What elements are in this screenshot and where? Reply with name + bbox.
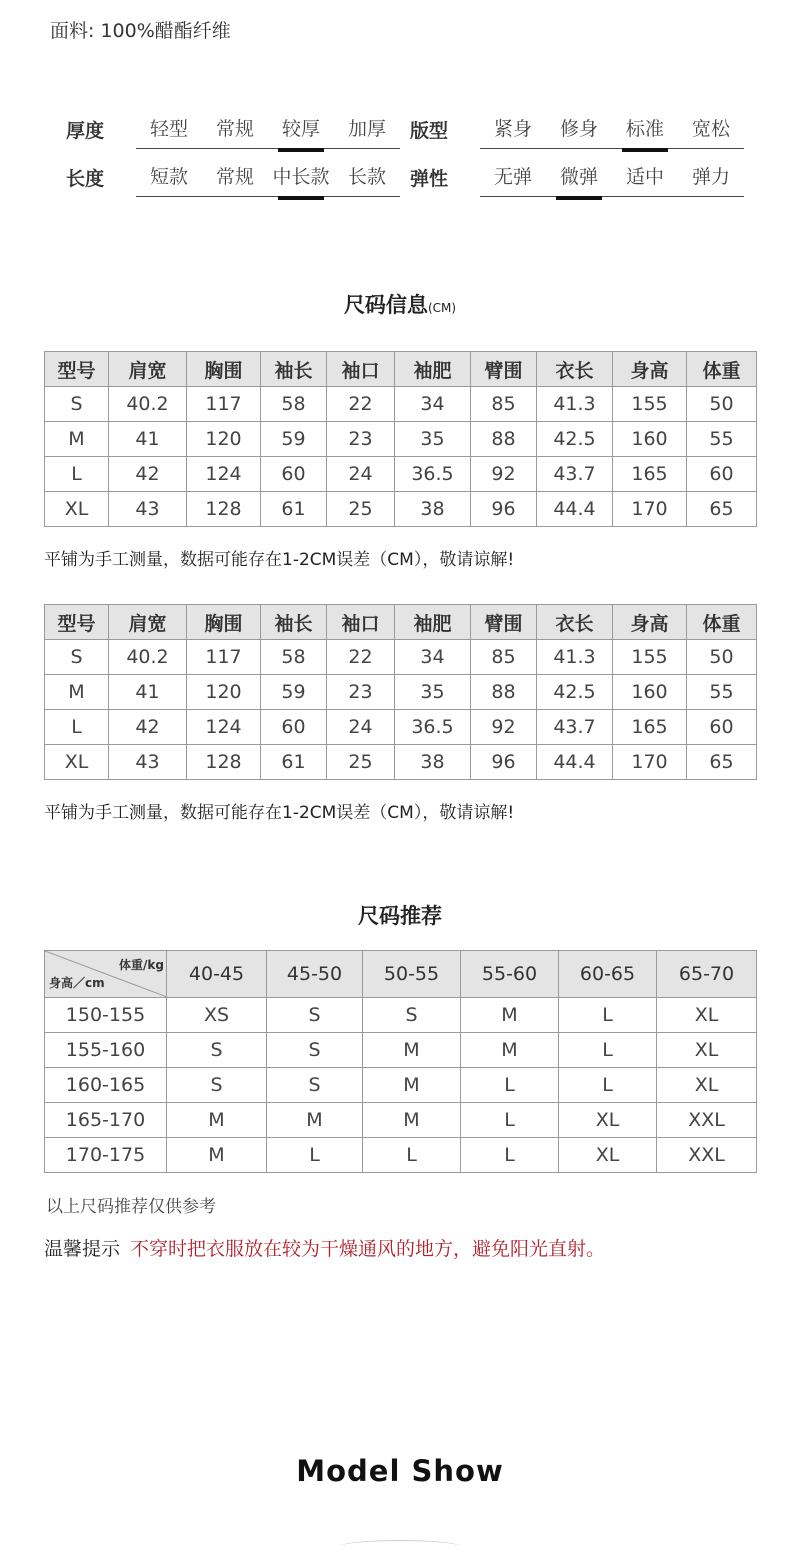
attr-option-label: 长款 xyxy=(347,166,386,188)
corner-weight-label: 体重/kg xyxy=(119,958,164,972)
table-row xyxy=(45,1033,757,1068)
table-cell: M xyxy=(45,422,109,457)
table-cell: L xyxy=(45,710,109,745)
table-cell: 128 xyxy=(187,492,261,527)
table-cell: 88 xyxy=(471,675,537,710)
table-row xyxy=(45,422,757,457)
size-cell: XS xyxy=(167,998,267,1033)
size-cell: S xyxy=(267,1068,363,1103)
column-header: 胸围 xyxy=(187,352,261,387)
table-cell: XL xyxy=(45,492,109,527)
table-cell: 58 xyxy=(261,387,327,422)
table-row xyxy=(45,640,757,675)
attr-option-label: 弹力 xyxy=(691,166,730,188)
attr-title-thickness: 厚度 xyxy=(66,120,105,142)
size-cell: L xyxy=(559,1033,657,1068)
column-header: 型号 xyxy=(45,352,109,387)
table-header-row xyxy=(45,951,757,998)
table-cell: 155 xyxy=(613,387,687,422)
table-cell: 165 xyxy=(613,457,687,492)
table-cell: 38 xyxy=(395,745,471,780)
table-cell: 60 xyxy=(687,457,757,492)
selected-underline xyxy=(278,148,324,152)
table-cell: 165 xyxy=(613,710,687,745)
table-cell: 50 xyxy=(687,640,757,675)
column-header: 肩宽 xyxy=(109,605,187,640)
size-cell: XL xyxy=(657,1068,757,1103)
table-cell: 43.7 xyxy=(537,457,613,492)
height-cell: 160-165 xyxy=(45,1068,167,1103)
table-cell: 128 xyxy=(187,745,261,780)
attr-option xyxy=(612,162,678,196)
attr-option-label: 紧身 xyxy=(493,118,532,140)
column-header: 型号 xyxy=(45,605,109,640)
attr-option-label: 常规 xyxy=(215,166,254,188)
recommend-reference: 以上尺码推荐仅供参考 xyxy=(46,1197,216,1217)
table-cell: 23 xyxy=(327,675,395,710)
size-note: 平铺为手工测量，数据可能存在1-2CM误差（CM），敬请谅解! xyxy=(44,550,515,570)
table-cell: 50 xyxy=(687,387,757,422)
table-cell: 88 xyxy=(471,422,537,457)
attr-options-fit xyxy=(480,114,744,149)
care-tip xyxy=(44,1234,605,1261)
attr-option-label: 宽松 xyxy=(691,118,730,140)
attr-title-length: 长度 xyxy=(66,168,105,190)
table-cell: 170 xyxy=(613,745,687,780)
attr-option-label: 中长款 xyxy=(272,166,330,188)
attr-option xyxy=(480,162,546,196)
table-cell: 61 xyxy=(261,745,327,780)
size-cell: XL xyxy=(657,1033,757,1068)
table-cell: 35 xyxy=(395,675,471,710)
table-cell: 60 xyxy=(687,710,757,745)
height-cell: 170-175 xyxy=(45,1138,167,1173)
divider-arc xyxy=(340,1540,460,1553)
table-cell: 43.7 xyxy=(537,710,613,745)
table-header-row xyxy=(45,605,757,640)
table-cell: 34 xyxy=(395,387,471,422)
attr-option-label: 较厚 xyxy=(281,118,320,140)
size-cell: XL xyxy=(559,1138,657,1173)
size-cell: M xyxy=(167,1103,267,1138)
column-header: 衣长 xyxy=(537,605,613,640)
table-cell: 59 xyxy=(261,675,327,710)
attr-option xyxy=(546,162,612,196)
table-cell: 41.3 xyxy=(537,387,613,422)
size-cell: L xyxy=(559,998,657,1033)
size-cell: M xyxy=(363,1103,461,1138)
table-cell: 40.2 xyxy=(109,387,187,422)
table-cell: S xyxy=(45,640,109,675)
table-cell: 43 xyxy=(109,492,187,527)
table-cell: 170 xyxy=(613,492,687,527)
weight-header: 45-50 xyxy=(267,951,363,998)
table-cell: 42 xyxy=(109,457,187,492)
table-row xyxy=(45,1068,757,1103)
table-header-row xyxy=(45,352,757,387)
table-cell: 117 xyxy=(187,640,261,675)
table-cell: 85 xyxy=(471,387,537,422)
table-cell: 41.3 xyxy=(537,640,613,675)
table-cell: 22 xyxy=(327,387,395,422)
table-cell: 96 xyxy=(471,745,537,780)
attr-option xyxy=(136,162,202,196)
attr-option-label: 标准 xyxy=(625,118,664,140)
corner-height-label: 身高／cm xyxy=(49,976,105,990)
attr-option-label: 微弹 xyxy=(559,166,598,188)
table-cell: 22 xyxy=(327,640,395,675)
attr-option-label: 短款 xyxy=(149,166,188,188)
attr-option-label: 无弹 xyxy=(493,166,532,188)
column-header: 体重 xyxy=(687,352,757,387)
selected-underline xyxy=(622,148,668,152)
attr-options-length xyxy=(136,162,400,197)
table-row xyxy=(45,1103,757,1138)
table-cell: 120 xyxy=(187,675,261,710)
table-cell: 60 xyxy=(261,710,327,745)
care-tip-text: 不穿时把衣服放在较为干燥通风的地方，避免阳光直射。 xyxy=(130,1238,606,1260)
attr-options-thickness xyxy=(136,114,400,149)
attr-option-label: 修身 xyxy=(559,118,598,140)
size-cell: XL xyxy=(657,998,757,1033)
table-cell: 36.5 xyxy=(395,710,471,745)
fabric-label: 面料 xyxy=(50,20,89,42)
attr-title-elasticity: 弹性 xyxy=(410,168,449,190)
table-cell: 117 xyxy=(187,387,261,422)
attr-option xyxy=(334,114,400,148)
fabric-value: 100%醋酯纤维 xyxy=(100,20,231,42)
table-cell: 42.5 xyxy=(537,422,613,457)
recommend-table xyxy=(44,950,757,1173)
attr-option xyxy=(268,162,334,196)
table-cell: 59 xyxy=(261,422,327,457)
table-row xyxy=(45,675,757,710)
attr-option xyxy=(334,162,400,196)
column-header: 臂围 xyxy=(471,352,537,387)
table-row xyxy=(45,457,757,492)
table-row xyxy=(45,387,757,422)
size-cell: XXL xyxy=(657,1138,757,1173)
table-cell: 25 xyxy=(327,492,395,527)
attr-option xyxy=(202,162,268,196)
size-note-repeat: 平铺为手工测量，数据可能存在1-2CM误差（CM），敬请谅解! xyxy=(44,803,515,823)
column-header: 袖长 xyxy=(261,352,327,387)
size-cell: M xyxy=(363,1068,461,1103)
table-cell: 25 xyxy=(327,745,395,780)
column-header: 袖肥 xyxy=(395,352,471,387)
table-row xyxy=(45,1138,757,1173)
column-header: 体重 xyxy=(687,605,757,640)
attr-option xyxy=(480,114,546,148)
size-cell: S xyxy=(267,1033,363,1068)
column-header: 衣长 xyxy=(537,352,613,387)
size-cell: M xyxy=(461,998,559,1033)
table-cell: 124 xyxy=(187,457,261,492)
table-cell: 44.4 xyxy=(537,492,613,527)
table-cell: 92 xyxy=(471,710,537,745)
size-cell: L xyxy=(461,1068,559,1103)
table-row xyxy=(45,998,757,1033)
corner-header xyxy=(45,951,167,998)
column-header: 袖口 xyxy=(327,352,395,387)
table-cell: 60 xyxy=(261,457,327,492)
selected-underline xyxy=(278,196,324,200)
size-cell: L xyxy=(461,1138,559,1173)
weight-header: 60-65 xyxy=(559,951,657,998)
attr-option xyxy=(678,114,744,148)
size-cell: L xyxy=(559,1068,657,1103)
column-header: 身高 xyxy=(613,352,687,387)
size-cell: M xyxy=(461,1033,559,1068)
size-cell: M xyxy=(363,1033,461,1068)
selected-underline xyxy=(556,196,602,200)
attr-option-label: 适中 xyxy=(625,166,664,188)
table-cell: 38 xyxy=(395,492,471,527)
attr-option-label: 加厚 xyxy=(347,118,386,140)
weight-header: 55-60 xyxy=(461,951,559,998)
weight-header: 65-70 xyxy=(657,951,757,998)
height-cell: 150-155 xyxy=(45,998,167,1033)
attr-title-fit: 版型 xyxy=(410,120,449,142)
size-cell: XXL xyxy=(657,1103,757,1138)
column-header: 袖肥 xyxy=(395,605,471,640)
table-row xyxy=(45,745,757,780)
table-cell: 160 xyxy=(613,675,687,710)
table-cell: 96 xyxy=(471,492,537,527)
attr-options-elasticity xyxy=(480,162,744,197)
column-header: 肩宽 xyxy=(109,352,187,387)
table-cell: 124 xyxy=(187,710,261,745)
size-cell: XL xyxy=(559,1103,657,1138)
size-table-repeat xyxy=(44,604,757,780)
attr-option xyxy=(268,114,334,148)
table-cell: M xyxy=(45,675,109,710)
size-cell: L xyxy=(267,1138,363,1173)
table-cell: 41 xyxy=(109,422,187,457)
size-cell: L xyxy=(363,1138,461,1173)
size-cell: L xyxy=(461,1103,559,1138)
attr-option xyxy=(612,114,678,148)
table-cell: 41 xyxy=(109,675,187,710)
table-cell: 42 xyxy=(109,710,187,745)
column-header: 身高 xyxy=(613,605,687,640)
fabric-line: 面料: 100%醋酯纤维 xyxy=(50,20,231,42)
table-cell: L xyxy=(45,457,109,492)
table-cell: 85 xyxy=(471,640,537,675)
table-cell: 44.4 xyxy=(537,745,613,780)
table-cell: S xyxy=(45,387,109,422)
table-cell: 65 xyxy=(687,492,757,527)
size-cell: M xyxy=(267,1103,363,1138)
size-cell: S xyxy=(267,998,363,1033)
attr-option-label: 常规 xyxy=(215,118,254,140)
table-cell: 40.2 xyxy=(109,640,187,675)
attr-option xyxy=(546,114,612,148)
height-cell: 155-160 xyxy=(45,1033,167,1068)
table-cell: 65 xyxy=(687,745,757,780)
table-cell: 55 xyxy=(687,422,757,457)
table-cell: 24 xyxy=(327,457,395,492)
table-cell: 24 xyxy=(327,710,395,745)
size-table xyxy=(44,351,757,527)
column-header: 袖口 xyxy=(327,605,395,640)
size-cell: S xyxy=(363,998,461,1033)
care-tip-label: 温馨提示 xyxy=(44,1238,121,1260)
size-info-unit: (CM) xyxy=(427,301,457,315)
attr-option xyxy=(136,114,202,148)
attr-option xyxy=(678,162,744,196)
table-cell: 23 xyxy=(327,422,395,457)
column-header: 胸围 xyxy=(187,605,261,640)
recommend-title: 尺码推荐 xyxy=(358,904,442,928)
table-cell: 160 xyxy=(613,422,687,457)
table-cell: 42.5 xyxy=(537,675,613,710)
column-header: 袖长 xyxy=(261,605,327,640)
table-cell: 92 xyxy=(471,457,537,492)
table-cell: 120 xyxy=(187,422,261,457)
size-cell: S xyxy=(167,1033,267,1068)
table-cell: 34 xyxy=(395,640,471,675)
table-cell: 58 xyxy=(261,640,327,675)
table-cell: 36.5 xyxy=(395,457,471,492)
table-cell: 43 xyxy=(109,745,187,780)
weight-header: 40-45 xyxy=(167,951,267,998)
table-cell: 61 xyxy=(261,492,327,527)
table-cell: 155 xyxy=(613,640,687,675)
table-row xyxy=(45,492,757,527)
size-info-title: 尺码信息(CM) xyxy=(343,293,457,317)
table-cell: 35 xyxy=(395,422,471,457)
weight-header: 50-55 xyxy=(363,951,461,998)
column-header: 臂围 xyxy=(471,605,537,640)
table-cell: 55 xyxy=(687,675,757,710)
model-show-heading: Model Show xyxy=(296,1454,504,1488)
attr-option-label: 轻型 xyxy=(149,118,188,140)
attr-option xyxy=(202,114,268,148)
height-cell: 165-170 xyxy=(45,1103,167,1138)
table-cell: XL xyxy=(45,745,109,780)
size-cell: S xyxy=(167,1068,267,1103)
table-row xyxy=(45,710,757,745)
size-cell: M xyxy=(167,1138,267,1173)
